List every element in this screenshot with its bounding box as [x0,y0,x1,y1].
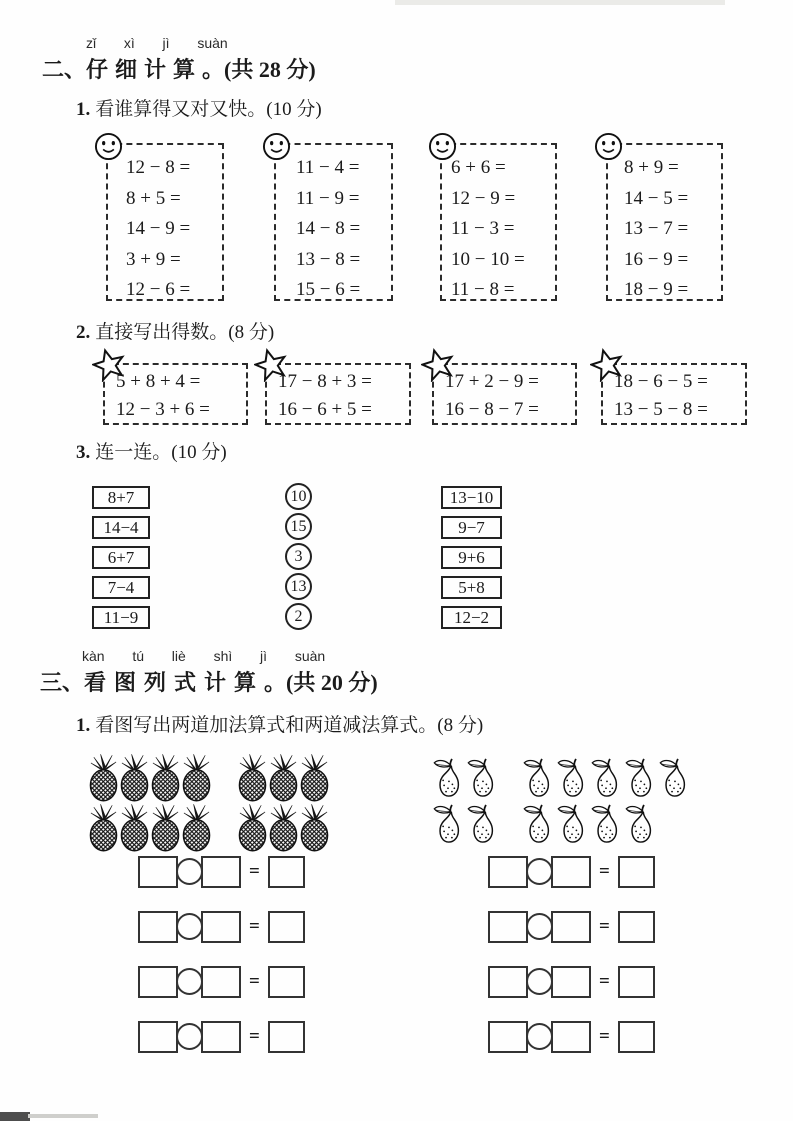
match-item: 6+7 [92,546,150,569]
math-problem: 14 − 5 = [624,187,689,209]
equation-row [138,965,305,998]
pear-icon [555,802,589,845]
math-problem: 16 − 6 + 5 = [278,399,372,420]
operand-box [551,966,591,998]
math-problem: 18 − 9 = [624,279,689,300]
math-problem: 3 + 9 = [126,248,181,270]
star-box-4 [601,363,747,425]
s3-q1-label [76,710,483,737]
smiley-face-icon [428,132,457,161]
match-answer-circle: 3 [285,543,312,570]
math-problem: 11 − 9 = [296,187,360,209]
match-item: 8+7 [92,486,150,509]
operator-circle [176,913,203,940]
match-answer-circle: 2 [285,603,312,630]
answer-box [618,911,655,943]
section2-heading-prefix: 二、 [42,57,87,82]
answer-box [618,966,655,998]
match-item: 12−2 [441,606,502,629]
section3-heading-prefix: 三、 [40,670,85,695]
operand-box [138,856,178,888]
star-icon [92,348,126,382]
pear-icon [657,756,691,799]
match-item: 11−9 [92,606,150,629]
match-item: 5+8 [441,576,502,599]
math-problem: 13 − 8 = [296,248,361,270]
pear-group2-row1 [521,756,691,799]
match-right-column [441,486,502,636]
calc-box-2 [274,143,393,301]
operand-box [488,911,528,943]
math-problem: 8 + 9 = [624,157,679,178]
equation-row [138,1020,305,1053]
math-problem: 5 + 8 + 4 = [116,371,201,392]
pineapple-group1-row2 [88,803,212,852]
calc-box-4 [606,143,723,301]
equation-group-right [488,855,655,1075]
math-problem: 17 − 8 + 3 = [278,371,372,392]
q3-label [76,437,227,464]
math-problem: 6 + 6 = [451,157,506,178]
math-problem: 10 − 10 = [451,248,525,270]
pineapple-icon [88,803,119,852]
s3-q1-text: 看图写出两道加法算式和两道减法算式。(8 分) [95,715,484,736]
math-problem: 15 − 6 = [296,279,361,300]
star-icon [590,348,624,382]
pineapple-icon [119,803,150,852]
math-problem: 16 − 9 = [624,248,689,270]
math-problem: 14 − 8 = [296,218,361,239]
answer-box [268,1021,305,1053]
operator-circle [526,1023,553,1050]
pineapple-icon [299,803,330,852]
pear-icon [521,802,555,845]
section3-heading [40,666,378,697]
pear-icon [465,802,499,845]
operand-box [551,1021,591,1053]
operand-box [488,1021,528,1053]
pineapple-icon [268,753,299,802]
q1-text: 看谁算得又对又快。(10 分) [95,99,322,120]
operand-box [138,911,178,943]
q1-number: 1. [76,99,91,120]
operand-box [138,1021,178,1053]
math-problem: 11 − 8 = [451,279,515,300]
operator-circle [176,968,203,995]
scan-smudge-bottom-light [28,1114,98,1118]
math-problem: 11 − 4 = [296,157,360,178]
scan-smudge-top [395,0,725,5]
scan-smudge-bottom-dark [0,1112,30,1121]
pear-icon [431,756,465,799]
match-item: 14−4 [92,516,150,539]
section3-heading-score: 。(共 20 分) [264,670,378,695]
math-problem: 14 − 9 = [126,218,191,239]
pineapple-icon [268,803,299,852]
pear-icon [465,756,499,799]
pineapple-icon [150,803,181,852]
pear-icon [589,756,623,799]
s3-q1-number: 1. [76,715,91,736]
math-problem: 18 − 6 − 5 = [614,371,708,392]
star-box-1 [103,363,248,425]
section3-pinyin: kàn tú liè shì jì suàn [82,648,326,664]
math-problem: 13 − 7 = [624,218,689,239]
q2-label [76,317,274,344]
q3-number: 3. [76,442,91,463]
pineapple-group2-row2 [237,803,330,852]
equation-row [488,1020,655,1053]
equation-group-left [138,855,305,1075]
equation-row [488,855,655,888]
pineapple-icon [237,803,268,852]
operand-box [488,856,528,888]
equation-row [138,855,305,888]
math-problem: 12 − 9 = [451,187,516,209]
pear-icon [623,802,657,845]
operand-box [201,856,241,888]
pineapple-icon [150,753,181,802]
smiley-face-icon [594,132,623,161]
pear-group2-row2 [521,802,657,845]
answer-box [268,856,305,888]
match-middle-column [285,483,312,633]
match-item: 13−10 [441,486,502,509]
pear-icon [589,802,623,845]
match-left-column [92,486,150,636]
equals-sign: = [249,970,260,992]
pear-group1-row2 [431,802,499,845]
equals-sign: = [249,915,260,937]
q2-text: 直接写出得数。(8 分) [95,322,275,343]
section2-heading [42,53,316,84]
math-problem: 12 − 8 = [126,157,191,178]
equals-sign: = [599,915,610,937]
pineapple-icon [299,753,330,802]
star-icon [254,348,288,382]
answer-box [618,856,655,888]
star-icon [421,348,455,382]
answer-box [268,966,305,998]
q1-label [76,94,322,121]
section2-pinyin: zǐ xì jì suàn [86,35,228,51]
equals-sign: = [249,1025,260,1047]
operator-circle [176,1023,203,1050]
math-problem: 13 − 5 − 8 = [614,399,708,420]
operand-box [488,966,528,998]
pear-icon [555,756,589,799]
pear-group1-row1 [431,756,499,799]
star-box-3 [432,363,577,425]
pineapple-group2-row1 [237,753,330,802]
operand-box [201,911,241,943]
operator-circle [176,858,203,885]
star-box-2 [265,363,411,425]
section2-heading-score: 。(共 28 分) [202,57,316,82]
answer-box [618,1021,655,1053]
match-item: 9−7 [441,516,502,539]
operand-box [551,911,591,943]
math-problem: 16 − 8 − 7 = [445,399,539,420]
match-answer-circle: 10 [285,483,312,510]
smiley-face-icon [262,132,291,161]
calc-box-1 [106,143,224,301]
operand-box [201,1021,241,1053]
equation-row [138,910,305,943]
math-problem: 12 − 3 + 6 = [116,399,210,420]
math-problem: 8 + 5 = [126,187,181,209]
operator-circle [526,913,553,940]
math-problem: 11 − 3 = [451,218,515,239]
pineapple-icon [119,753,150,802]
section2-heading-main: 仔细计算 [86,57,203,82]
section3-heading-main: 看图列式计算 [84,670,265,695]
equation-row [488,910,655,943]
equals-sign: = [599,970,610,992]
pear-icon [431,802,465,845]
pear-icon [623,756,657,799]
q2-number: 2. [76,322,91,343]
operand-box [551,856,591,888]
math-problem: 17 + 2 − 9 = [445,371,539,392]
pineapple-icon [181,753,212,802]
q3-text: 连一连。(10 分) [95,442,227,463]
pineapple-icon [181,803,212,852]
pear-icon [521,756,555,799]
operand-box [138,966,178,998]
pineapple-group1-row1 [88,753,212,802]
match-answer-circle: 15 [285,513,312,540]
match-item: 7−4 [92,576,150,599]
answer-box [268,911,305,943]
math-problem: 12 − 6 = [126,279,191,300]
smiley-face-icon [94,132,123,161]
match-item: 9+6 [441,546,502,569]
equals-sign: = [599,1025,610,1047]
equals-sign: = [599,860,610,882]
calc-box-3 [440,143,557,301]
operand-box [201,966,241,998]
operator-circle [526,858,553,885]
match-answer-circle: 13 [285,573,312,600]
equals-sign: = [249,860,260,882]
operator-circle [526,968,553,995]
pineapple-icon [88,753,119,802]
equation-row [488,965,655,998]
pineapple-icon [237,753,268,802]
